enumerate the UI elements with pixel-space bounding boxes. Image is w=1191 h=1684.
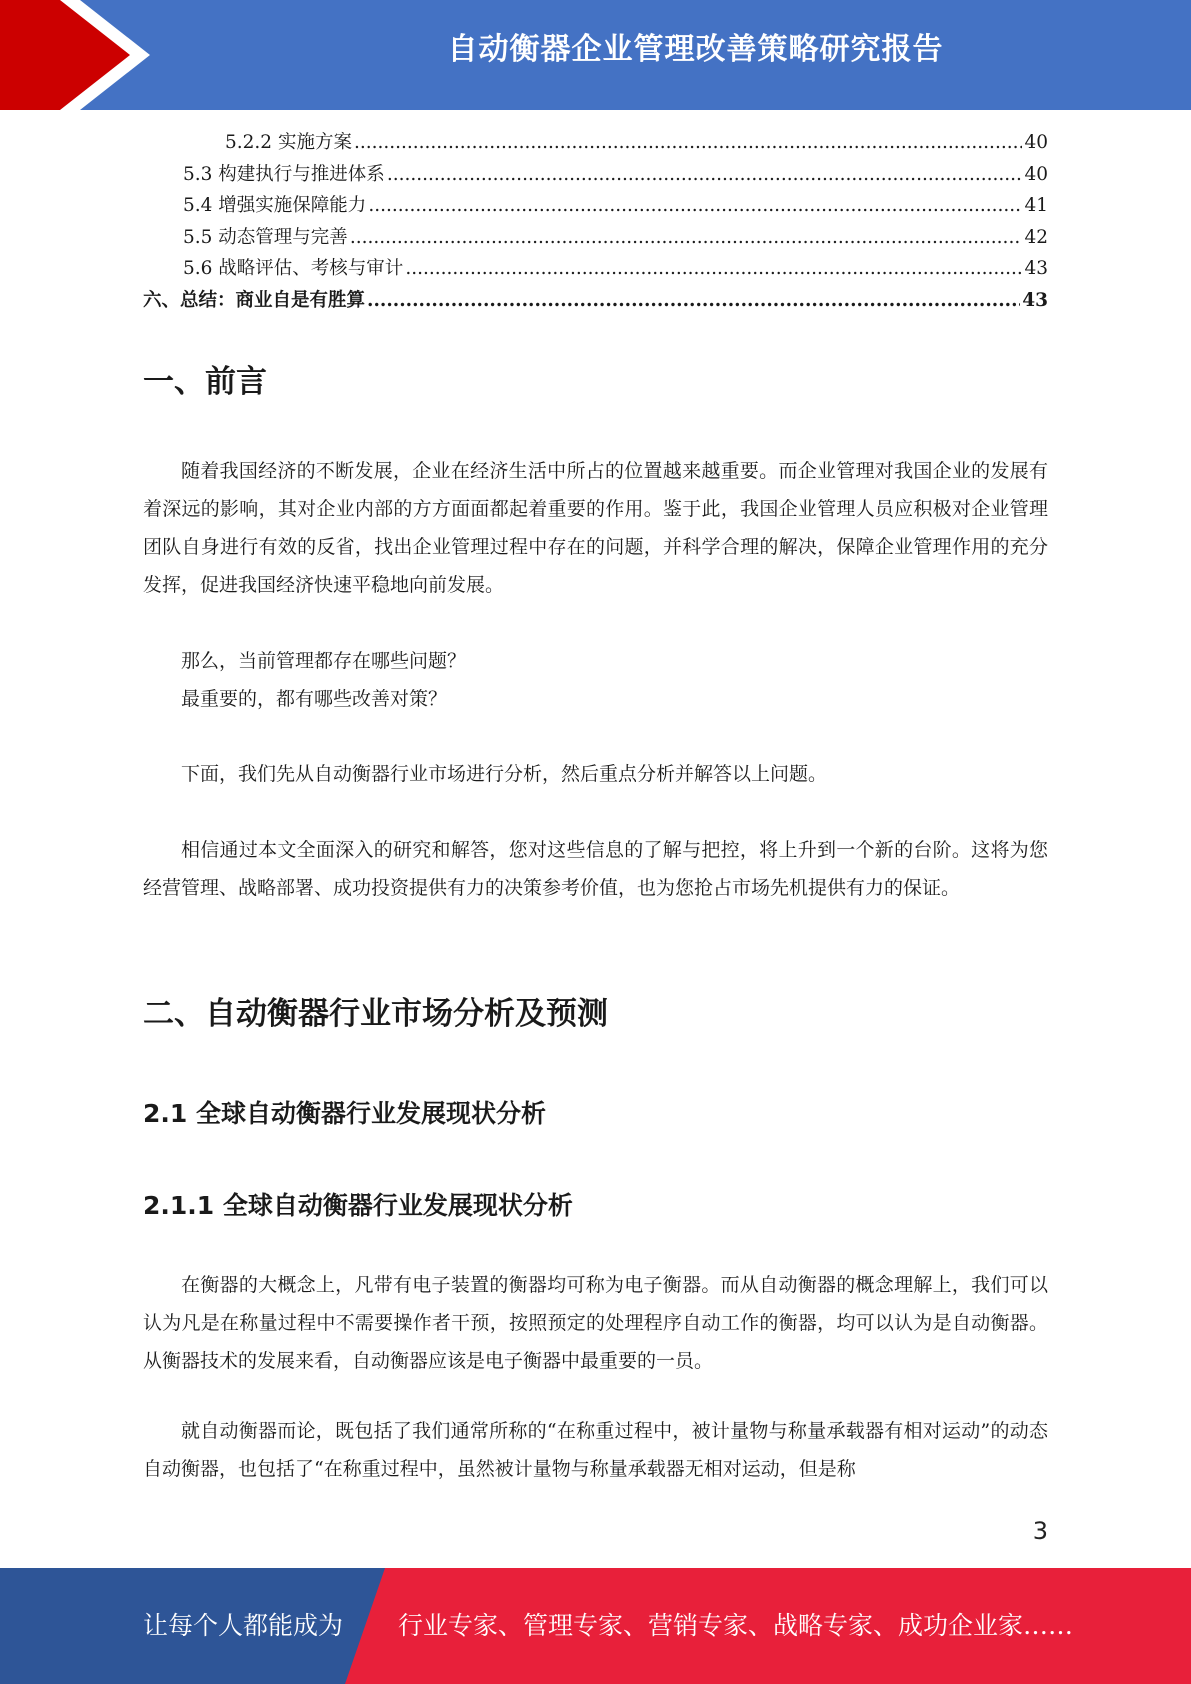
market-paragraph-2 bbox=[143, 1412, 1048, 1488]
toc-entry[interactable] bbox=[143, 223, 1048, 255]
toc-leader-dots bbox=[350, 227, 1023, 248]
page-footer bbox=[0, 1568, 1191, 1684]
footer-slogan-right: 行业专家、管理专家、营销专家、战略专家、成功企业家…… bbox=[398, 1611, 1074, 1640]
question-2: 最重要的，都有哪些改善对策？ bbox=[181, 688, 448, 710]
toc-leader-dots bbox=[354, 132, 1023, 153]
footer-slogan-left: 让每个人都能成为 bbox=[143, 1611, 344, 1640]
toc-entry-page: 40 bbox=[1024, 132, 1048, 153]
toc-entry-label: 5.2.2 实施方案 bbox=[225, 132, 352, 153]
paragraph: 相信通过本文全面深入的研究和解答，您对这些信息的了解与把控，将上升到一个新的台阶。这将为您经营管理、战略部署、成功投资提供有力的决策参考价值，也为您抢占市场先机提供有力的保证。 bbox=[143, 839, 1048, 899]
paragraph: 随着我国经济的不断发展，企业在经济生活中所占的位置越来越重要。而企业管理对我国企业的发展有着深远的影响，其对企业内部的方方面面都起着重要的作用。鉴于此，我国企业管理人员应积极对企业管理团队自身进行有效的反省，找出企业管理过程中存在的问题，并科学合理的解决，保障企业管理作用的充分发挥，促进我国经济快速平稳地向前发展。 bbox=[143, 460, 1048, 596]
subheading-2-1-1 bbox=[143, 1186, 1048, 1222]
page-header bbox=[0, 0, 1191, 110]
question-1: 那么，当前管理都存在哪些问题？ bbox=[181, 650, 467, 672]
table-of-contents bbox=[143, 128, 1048, 317]
toc-entry-page: 41 bbox=[1024, 195, 1048, 216]
preface-paragraph-3 bbox=[143, 831, 1048, 907]
heading-market-analysis: 二、自动衡器行业市场分析及预测 bbox=[143, 996, 608, 1032]
toc-entry-page: 42 bbox=[1024, 226, 1048, 248]
toc-entry-label: 5.6 战略评估、考核与审计 bbox=[183, 258, 404, 279]
toc-entry[interactable] bbox=[143, 191, 1048, 223]
toc-entry[interactable] bbox=[143, 286, 1048, 318]
toc-entry[interactable] bbox=[143, 160, 1048, 192]
toc-leader-dots bbox=[405, 258, 1022, 279]
heading-preface: 一、前言 bbox=[143, 364, 267, 400]
section-heading-market bbox=[143, 988, 1048, 1033]
heading-2-1: 2.1 全球自动衡器行业发展现状分析 bbox=[143, 1099, 546, 1128]
preface-paragraph-1 bbox=[143, 452, 1048, 604]
toc-entry-page: 40 bbox=[1024, 163, 1048, 185]
toc-entry-label: 5.3 构建执行与推进体系 bbox=[183, 163, 385, 185]
paragraph: 下面，我们先从自动衡器行业市场进行分析，然后重点分析并解答以上问题。 bbox=[181, 763, 828, 785]
toc-entry-label: 5.4 增强实施保障能力 bbox=[183, 195, 367, 216]
toc-entry-page: 43 bbox=[1022, 289, 1048, 311]
market-paragraph-1 bbox=[143, 1266, 1048, 1380]
toc-entry[interactable] bbox=[143, 128, 1048, 160]
toc-leader-dots bbox=[368, 195, 1022, 216]
heading-2-1-1: 2.1.1 全球自动衡器行业发展现状分析 bbox=[143, 1191, 573, 1220]
toc-entry-page: 43 bbox=[1024, 258, 1048, 279]
toc-entry-label: 六、总结：商业自是有胜算 bbox=[143, 289, 366, 311]
subheading-2-1 bbox=[143, 1094, 1048, 1130]
toc-entry-label: 5.5 动态管理与完善 bbox=[183, 226, 348, 248]
preface-questions bbox=[143, 642, 1048, 718]
toc-entry[interactable] bbox=[143, 254, 1048, 286]
preface-paragraph-2 bbox=[143, 755, 1048, 793]
toc-leader-dots bbox=[367, 290, 1020, 311]
report-title: 自动衡器企业管理改善策略研究报告 bbox=[447, 32, 944, 67]
section-heading-preface bbox=[143, 356, 1048, 401]
paragraph: 在衡器的大概念上，凡带有电子装置的衡器均可称为电子衡器。而从自动衡器的概念理解上，我们可以认为凡是在称量过程中不需要操作者干预，按照预定的处理程序自动工作的衡器，均可以认为是自动衡器。从衡器技术的发展来看，自动衡器应该是电子衡器中最重要的一员。 bbox=[143, 1274, 1048, 1372]
page-number: 3 bbox=[1032, 1517, 1048, 1545]
paragraph: 就自动衡器而论，既包括了我们通常所称的“在称重过程中，被计量物与称量承载器有相对运动”的动态自动衡器，也包括了“在称重过程中，虽然被计量物与称量承载器无相对运动，但是称 bbox=[143, 1420, 1048, 1480]
toc-leader-dots bbox=[387, 164, 1023, 185]
